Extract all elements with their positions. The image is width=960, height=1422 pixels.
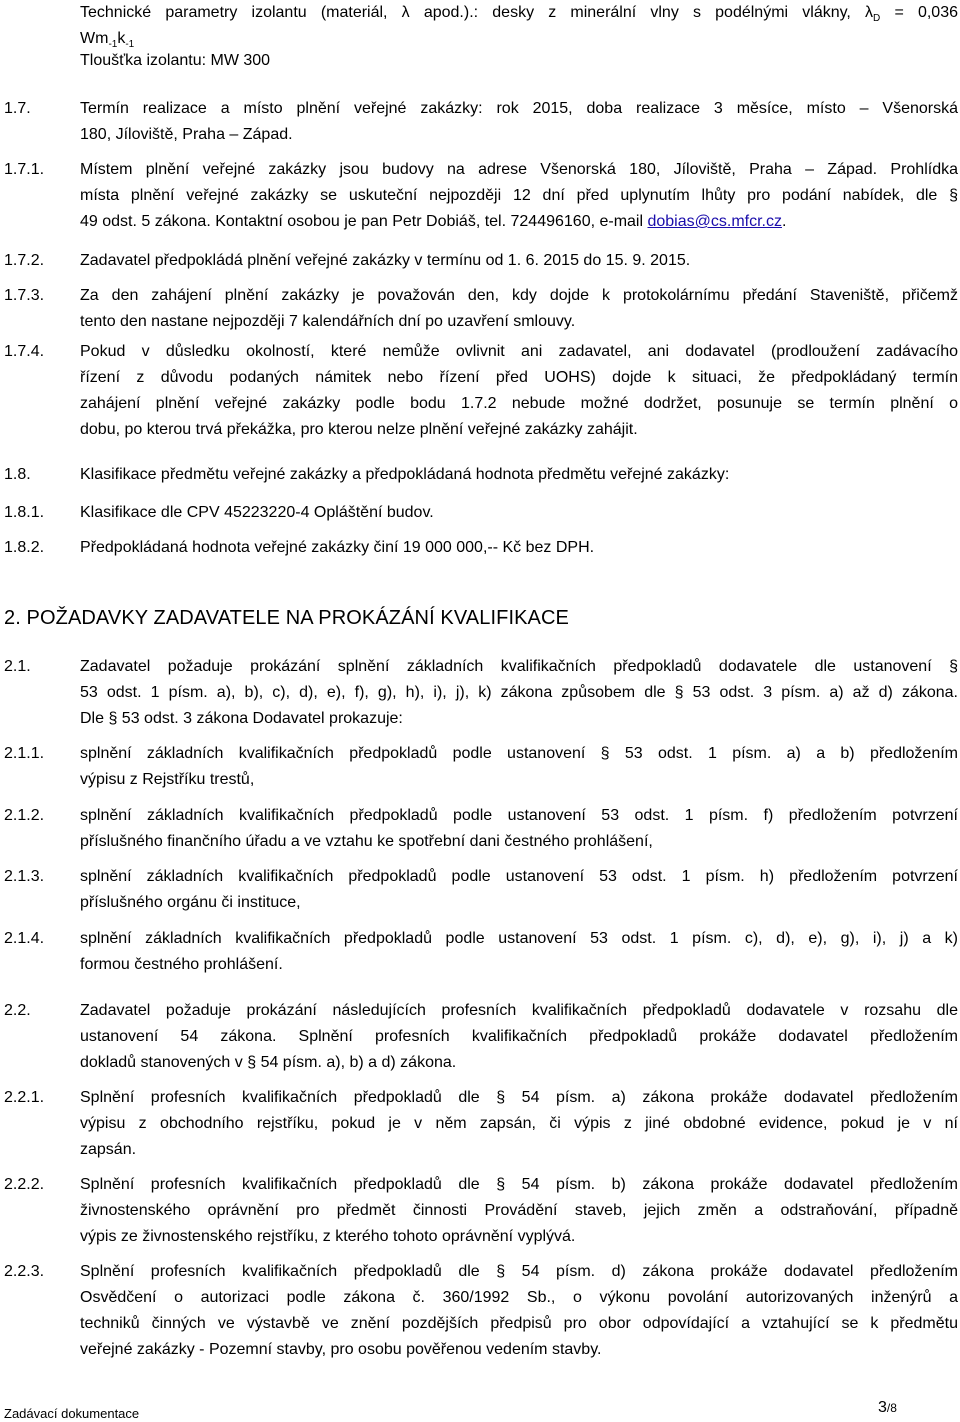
section-number: 1.8.1.: [4, 504, 45, 521]
text-line: dobu, po kterou trvá překážka, pro kterou nelze plnění veřejné zakázky zahájit.: [80, 421, 638, 438]
section-number: 1.7.1.: [4, 161, 45, 178]
section-number: 1.8.2.: [4, 539, 45, 556]
text-line: 49 odst. 5 zákona. Kontaktní osobou je pan Petr Dobiáš, tel. 724496160, e-mail: [80, 213, 648, 230]
text-line: výpisu z Rejstříku trestů,: [80, 771, 255, 788]
section-number: 1.7.: [4, 100, 31, 117]
text-line: zapsán.: [80, 1141, 137, 1158]
insulation-thickness: Tloušťka izolantu: MW 300: [80, 52, 271, 69]
footer-document-title: Zadávací dokumentace: [4, 1406, 140, 1421]
text-line: .: [781, 213, 787, 230]
text-line: zahájení plnění veřejné zakázky podle bodu 1.7.2 nebude možné dodržet, posunuje se termín plnění o: [80, 395, 958, 412]
section-number: 2.2.2.: [4, 1176, 45, 1193]
text-line: Splnění profesních kvalifikačních předpokladů dle § 54 písm. d) zákona prokáže dodavatel předložením: [80, 1263, 958, 1280]
text-line: Zadavatel požaduje prokázání splnění základních kvalifikačních předpokladů dodavatele dle ustanovení §: [80, 658, 958, 675]
text-line: formou čestného prohlášení.: [80, 956, 283, 973]
text-line: splnění základních kvalifikačních předpokladů podle ustanovení 53 odst. 1 písm. c), d), e), g), i), j) a k): [80, 930, 958, 947]
text-line: příslušného finančního úřadu a ve vztahu ke spotřební dani čestného prohlášení,: [80, 833, 653, 850]
section-text: [80, 1259, 958, 1363]
section-text: [80, 654, 958, 732]
text-line: místa plnění veřejné zakázky se uskuteční nejpozději 12 dní před uplynutím lhůty pro podání nabídek, dle §: [80, 187, 958, 204]
text-line: Předpokládaná hodnota veřejné zakázky činí 19 000 000,-- Kč bez DPH.: [80, 539, 595, 556]
text-line: Splnění profesních kvalifikačních předpokladů dle § 54 písm. b) zákona prokáže dodavatel předložením: [80, 1176, 958, 1193]
text-line: výpisu z obchodního rejstříku, pokud je v něm zapsán, či výpis z jiné obdobné evidence, pokud je v ní: [80, 1115, 958, 1132]
text-line: Termín realizace a místo plnění veřejné zakázky: rok 2015, doba realizace 3 měsíce, místo – Všenorská: [80, 100, 958, 117]
text-line: Klasifikace předmětu veřejné zakázky a předpokládaná hodnota předmětu veřejné zakázky:: [80, 466, 730, 483]
section-text: [80, 741, 958, 793]
section-number: 2.1.1.: [4, 745, 45, 762]
text-line: Dle § 53 odst. 3 zákona Dodavatel prokazuje:: [80, 710, 403, 727]
section-text: [80, 339, 958, 443]
text-line: Splnění profesních kvalifikačních předpokladů dle § 54 písm. a) zákona prokáže dodavatel předložením: [80, 1089, 958, 1106]
params-line-3: [80, 48, 958, 74]
section-text: [80, 462, 958, 488]
section-text: [80, 1085, 958, 1163]
text-line: splnění základních kvalifikačních předpokladů podle ustanovení 53 odst. 1 písm. h) předložením potvrzení: [80, 868, 958, 885]
lambda-subscript: D: [873, 13, 881, 25]
unit-w: Wm: [80, 30, 109, 47]
section-number: 1.7.4.: [4, 343, 45, 360]
text-line: řízení z důvodu podaných námitek nebo řízení před UOHS) dojde k situaci, že předpokládaný termín: [80, 369, 958, 386]
page-current: 3: [878, 1399, 887, 1416]
section-number: 2.2.: [4, 1002, 31, 1019]
section-number: 1.7.3.: [4, 287, 45, 304]
section-text: [80, 998, 958, 1076]
unit-exp-2: -1: [125, 39, 135, 51]
section-number: 2.1.2.: [4, 807, 45, 824]
params-text: Technické parametry izolantu (materiál, λ apod.).: desky z minerální vlny s podélnými vlákny, λ: [80, 4, 874, 21]
text-line: Pokud v důsledku okolností, které nemůže ovlivnit ani zadavatel, ani dodavatel (prodloužení zadávacího: [80, 343, 958, 360]
params-value: = 0,036: [880, 4, 959, 21]
text-line: techniků činných ve výstavbě ve znění pozdějších předpisů pro obor odpovídající a vztahující se k předmětu: [80, 1315, 958, 1332]
section-number: 2.2.3.: [4, 1263, 45, 1280]
section-number: 1.7.2.: [4, 252, 45, 269]
text-line: Klasifikace dle CPV 45223220-4 Opláštění budov.: [80, 504, 434, 521]
text-line: splnění základních kvalifikačních předpokladů podle ustanovení § 53 odst. 1 písm. a) a b) předložením: [80, 745, 958, 762]
section-number: 2.1.3.: [4, 868, 45, 885]
text-line: veřejné zakázky - Pozemní stavby, pro osobu pověřenou vedením stavby.: [80, 1341, 602, 1358]
text-line: Zadavatel požaduje prokázání následujících profesních kvalifikačních předpokladů dodavatele v rozsahu dle: [80, 1002, 958, 1019]
section-number: 2.1.: [4, 658, 31, 675]
section-text: [80, 96, 958, 148]
text-line: příslušného orgánu či instituce,: [80, 894, 301, 911]
text-line: živnostenského oprávnění pro předmět činnosti Provádění staveb, jejich změn a odstraňování, případně: [80, 1202, 958, 1219]
text-line: Za den zahájení plnění zakázky je považován den, kdy dojde k protokolárnímu předání Staveniště, přičemž: [80, 287, 958, 304]
text-line: Osvědčení o autorizaci podle zákona č. 360/1992 Sb., o výkonu povolání autorizovaných inženýrů a: [80, 1289, 958, 1306]
page-total: /8: [886, 1401, 897, 1415]
section-text: [80, 248, 958, 274]
section-text: [80, 864, 958, 916]
section-number: 2.2.1.: [4, 1089, 45, 1106]
text-line: ustanovení 54 zákona. Splnění profesních kvalifikačních předpokladů prokáže dodavatel předložením: [80, 1028, 958, 1045]
text-line: Zadavatel předpokládá plnění veřejné zakázky v termínu od 1. 6. 2015 do 15. 9. 2015.: [80, 252, 691, 269]
section-text: [80, 803, 958, 855]
text-line: splnění základních kvalifikačních předpokladů podle ustanovení 53 odst. 1 písm. f) předložením potvrzení: [80, 807, 958, 824]
section-number: 2.1.4.: [4, 930, 45, 947]
section-number: 1.8.: [4, 466, 31, 483]
email-link[interactable]: dobias@cs.mfcr.cz: [647, 213, 782, 230]
text-line: tento den nastane nejpozději 7 kalendářních dní po uzavření smlouvy.: [80, 313, 576, 330]
section-text: [80, 535, 958, 561]
text-line: výpis ze živnostenského rejstříku, z kterého tohoto oprávnění vyplývá.: [80, 1228, 576, 1245]
text-line: dokladů stanovených v § 54 písm. a), b) a d) zákona.: [80, 1054, 457, 1071]
section-text: [80, 926, 958, 978]
chapter-heading: 2. POŽADAVKY ZADAVATELE NA PROKÁZÁNÍ KVALIFIKACE: [4, 607, 569, 629]
section-text: [80, 283, 958, 335]
text-line: Místem plnění veřejné zakázky jsou budovy na adrese Všenorská 180, Jíloviště, Praha – Západ. Prohlídka: [80, 161, 958, 178]
section-text: [80, 157, 958, 235]
unit-exp-1: -1: [108, 39, 118, 51]
page-number: [878, 1398, 897, 1418]
unit-k: k: [117, 30, 126, 47]
section-text: [80, 500, 958, 526]
text-line: 180, Jíloviště, Praha – Západ.: [80, 126, 293, 143]
text-line: 53 odst. 1 písm. a), b), c), d), e), f), g), h), i), j), k) zákona způsobem dle § 53 odst. 3 písm. a) až d) zákona.: [80, 684, 958, 701]
section-text: [80, 1172, 958, 1250]
